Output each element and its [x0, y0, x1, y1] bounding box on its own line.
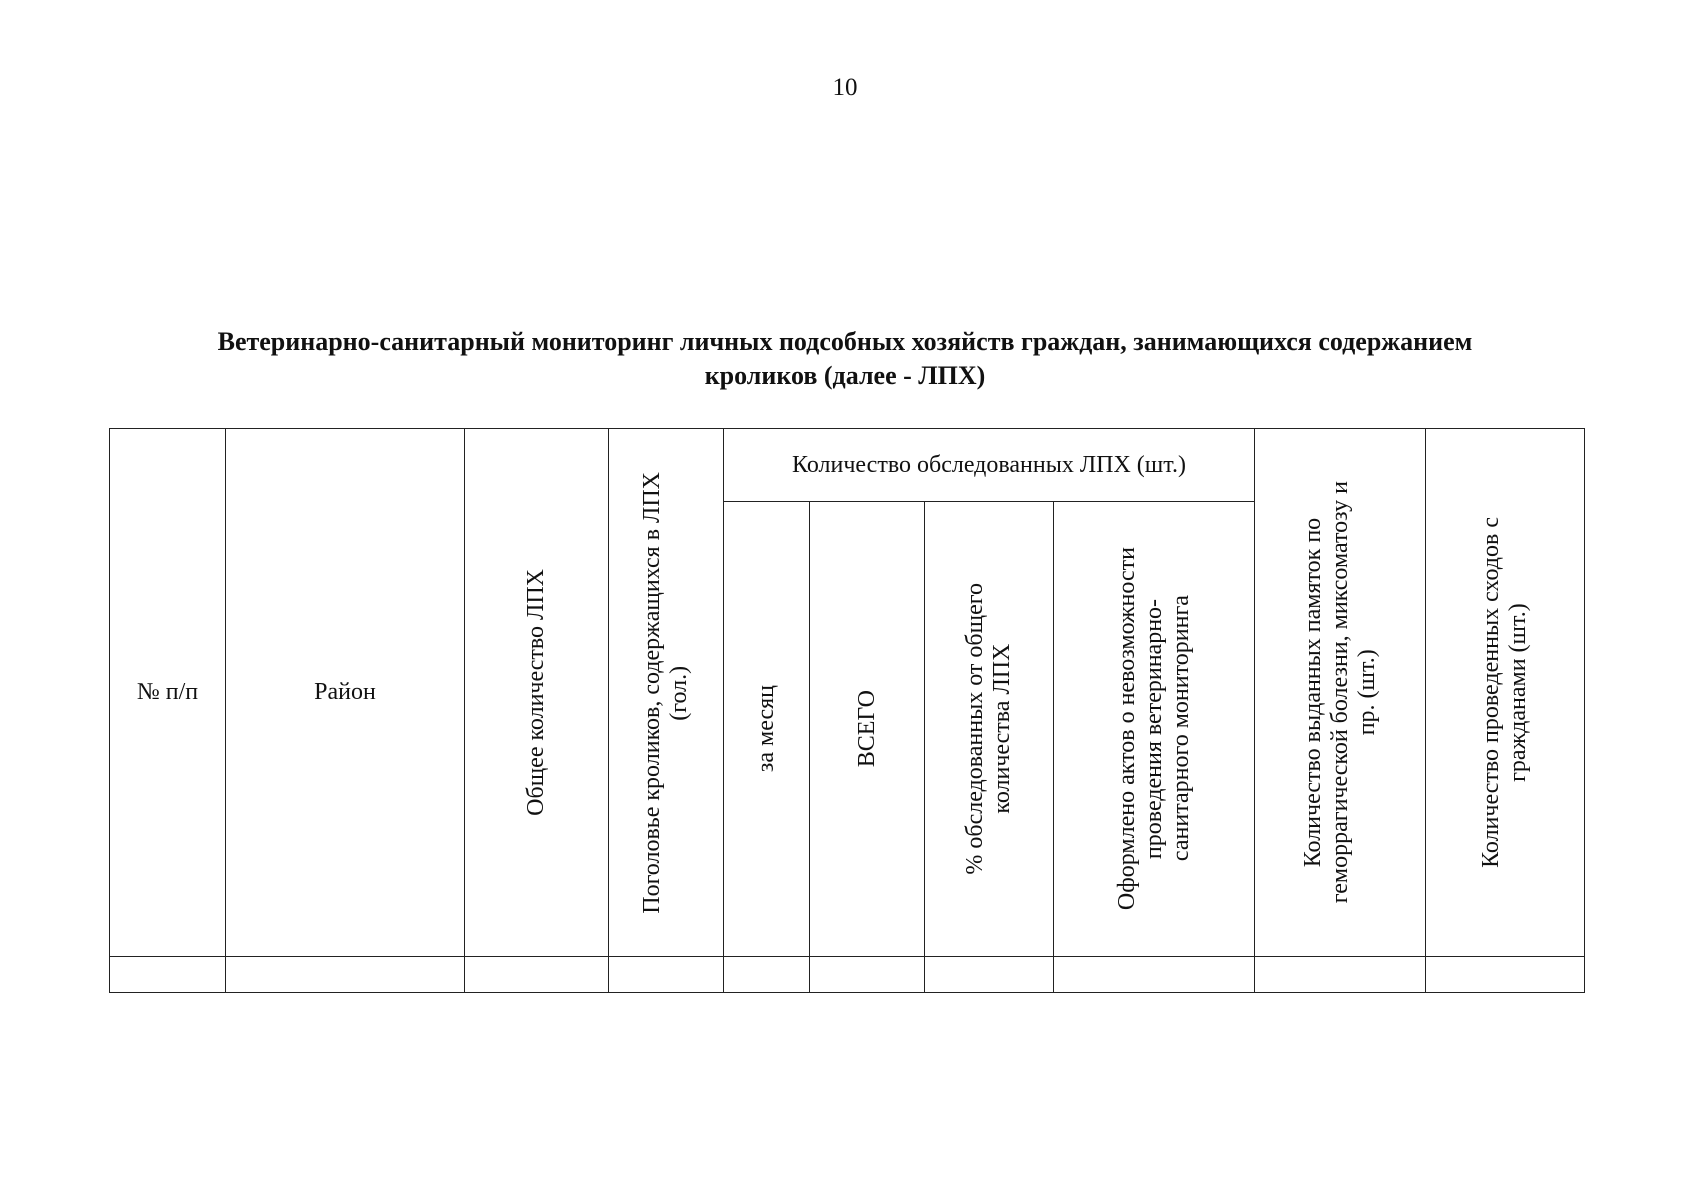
- monitoring-table: [109, 428, 1585, 993]
- header-percent: % обследованных от общего количества ЛПХ: [925, 502, 1054, 957]
- table-cell: [110, 957, 226, 993]
- table-cell: [925, 957, 1054, 993]
- header-month: за месяц: [724, 502, 810, 957]
- header-district: Район: [226, 429, 465, 957]
- table-cell: [609, 957, 724, 993]
- table-cell: [810, 957, 925, 993]
- table-cell: [1426, 957, 1585, 993]
- table-cell: [1255, 957, 1426, 993]
- header-total-lph: Общее количество ЛПХ: [465, 429, 609, 957]
- page-number: 10: [832, 74, 858, 101]
- table-cell: [226, 957, 465, 993]
- header-livestock: Поголовье кроликов, содержащихся в ЛПХ (гол.): [609, 429, 724, 957]
- document-title: [140, 325, 1550, 393]
- table-cell: [724, 957, 810, 993]
- header-total: ВСЕГО: [810, 502, 925, 957]
- header-group-inspected: Количество обследованных ЛПХ (шт.): [724, 429, 1255, 502]
- header-meetings: Количество проведенных сходов с гражданами (шт.): [1426, 429, 1585, 957]
- header-leaflets: Количество выданных памяток по геморрагической болезни, миксоматозу и пр. (шт.): [1255, 429, 1426, 957]
- title-line-2: кроликов (далее - ЛПХ): [704, 361, 986, 390]
- table-cell: [465, 957, 609, 993]
- table-row: [110, 957, 1585, 993]
- header-acts: Оформлено актов о невозможности проведения ветеринарно- санитарного мониторинга: [1054, 502, 1255, 957]
- header-num: № п/п: [110, 429, 226, 957]
- title-line-1: Ветеринарно-санитарный мониторинг личных подсобных хозяйств граждан, занимающихся содержанием: [217, 327, 1473, 356]
- table-cell: [1054, 957, 1255, 993]
